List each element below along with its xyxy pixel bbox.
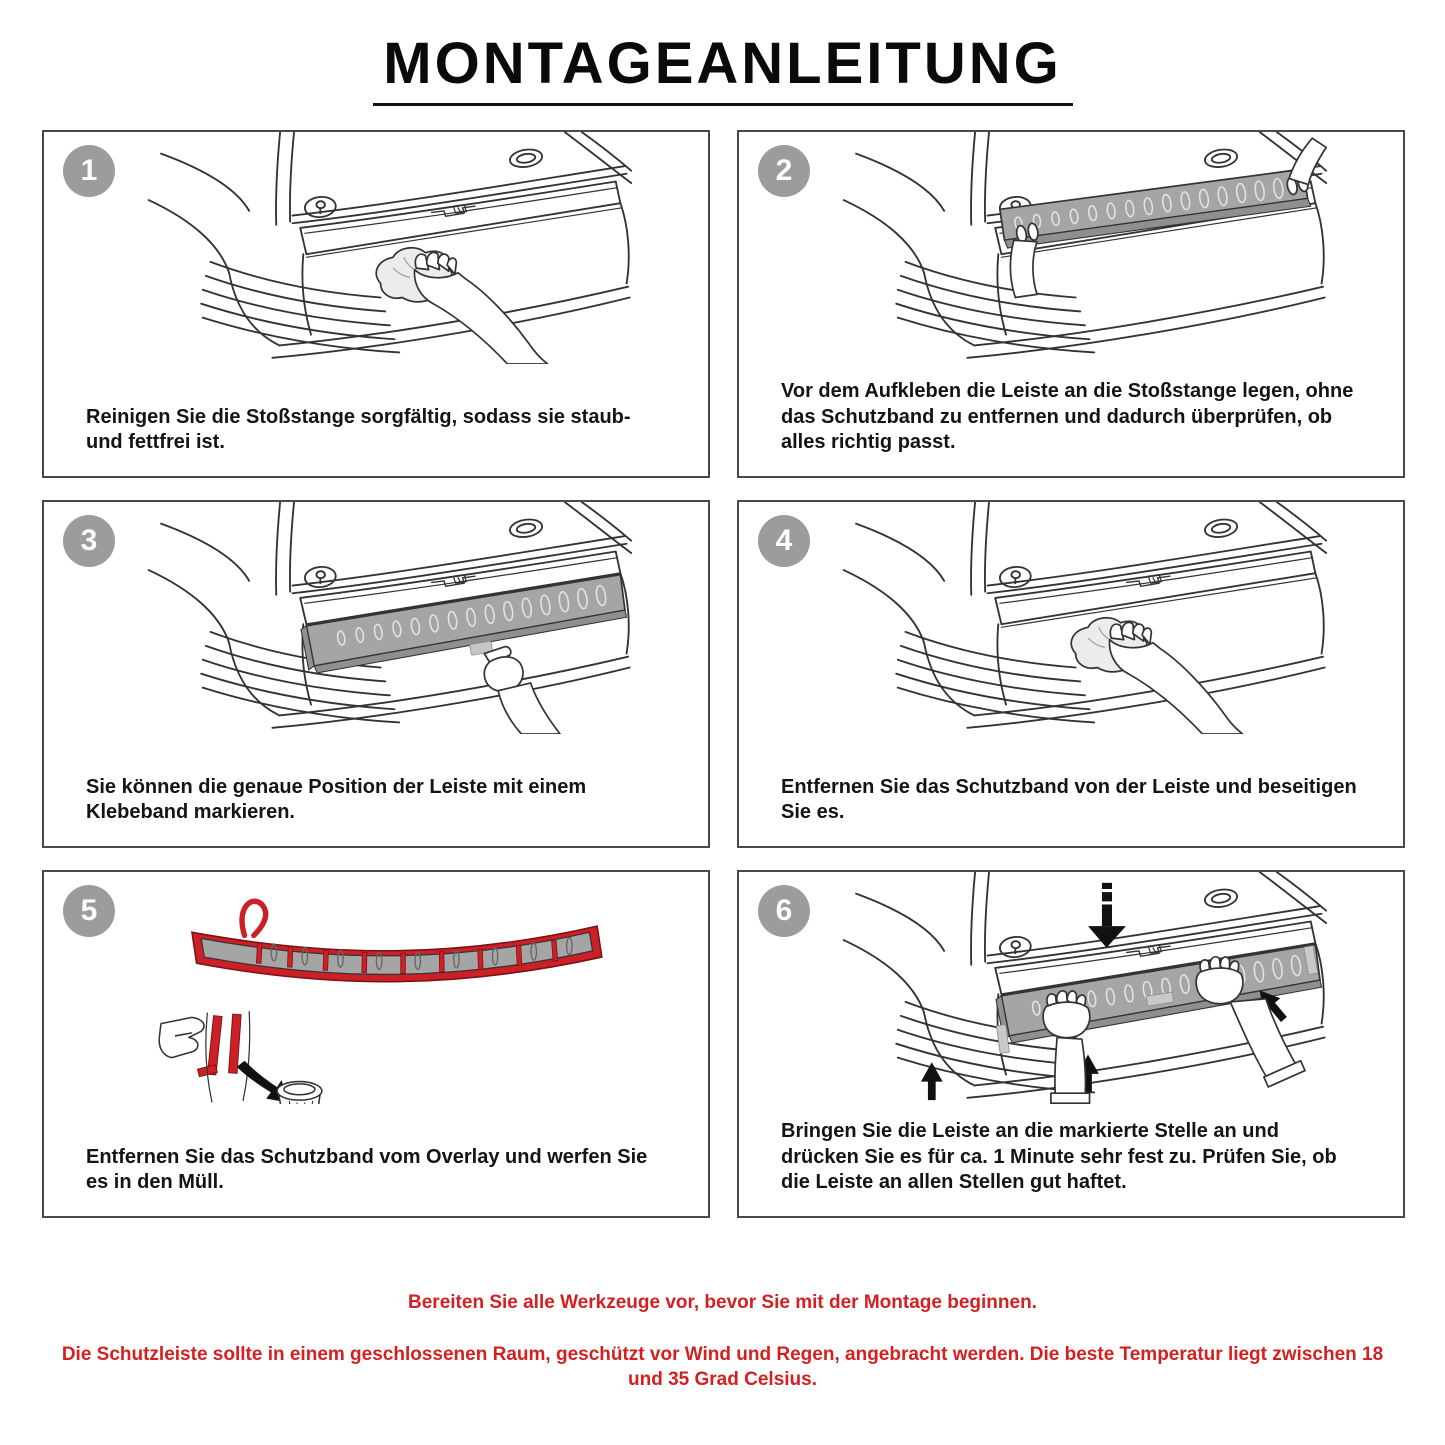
- press-strip-illustration: [739, 872, 1403, 1104]
- step-number-badge: 5: [63, 885, 115, 937]
- strip-marking-illustration: [44, 502, 708, 734]
- steps-grid: [42, 130, 1405, 1218]
- step-caption: Sie können die genaue Position der Leiste mit einem Klebeband markieren.: [86, 775, 587, 824]
- title-underline: [373, 103, 1073, 106]
- step-caption: Entfernen Sie das Schutzband vom Overlay und werfen Sie es in den Müll.: [86, 1145, 648, 1194]
- step-panel-2: [737, 130, 1405, 478]
- step-panel-6: [737, 870, 1405, 1218]
- discard-scene: [159, 1011, 322, 1104]
- step-caption: Reinigen Sie die Stoßstange sorgfältig, sodass sie staub- und fettfrei ist.: [86, 405, 631, 454]
- pressing-hand-left: [1043, 991, 1090, 1103]
- step-number-badge: 1: [63, 145, 115, 197]
- page-title: MONTAGEANLEITUNG: [383, 31, 1062, 96]
- step-caption: Vor dem Aufkleben die Leiste an die Stoßstange legen, ohne das Schutzband zu entfernen und dadurch überprüfen, ob alles richtig passt.: [781, 380, 1354, 454]
- strip-test-fit-illustration: [739, 132, 1403, 364]
- hand: [159, 1017, 204, 1057]
- step-caption: Bringen Sie die Leiste an die markierte Stelle an und drücken Sie es für ca. 1 Minute sehr fest zu. Prüfen Sie, ob die Leiste an allen Stellen gut haftet.: [781, 1120, 1337, 1194]
- overlay-strip: [192, 901, 602, 981]
- footer-notes: [0, 1290, 1445, 1393]
- protective-strip: [1000, 169, 1311, 248]
- peeling-red-film-curl: [242, 901, 266, 935]
- step-number-badge: 3: [63, 515, 115, 567]
- step-panel-3: [42, 500, 710, 848]
- remove-protective-tape-illustration: [739, 502, 1403, 734]
- step-panel-4: [737, 500, 1405, 848]
- step-number-badge: 4: [758, 515, 810, 567]
- trash-can: [277, 1082, 322, 1104]
- step-number-badge: 6: [758, 885, 810, 937]
- step-caption: Entfernen Sie das Schutzband von der Leiste und beseitigen Sie es.: [781, 775, 1357, 824]
- footer-note-environment: Die Schutzleiste sollte in einem geschlossenen Raum, geschützt vor Wind und Regen, angebracht werden. Die beste Temperatur liegt zwischen 18 und 35 Grad Celsius.: [61, 1343, 1384, 1391]
- car-rear-cleaning-illustration: [44, 132, 708, 364]
- overlay-strip-and-trash-illustration: [44, 872, 708, 1104]
- step-panel-5: [42, 870, 710, 1218]
- footer-note-tools: Bereiten Sie alle Werkzeuge vor, bevor Sie mit der Montage beginnen.: [408, 1292, 1037, 1313]
- step-number-badge: 2: [758, 145, 810, 197]
- step-panel-1: [42, 130, 710, 478]
- pointing-hand: [484, 647, 560, 734]
